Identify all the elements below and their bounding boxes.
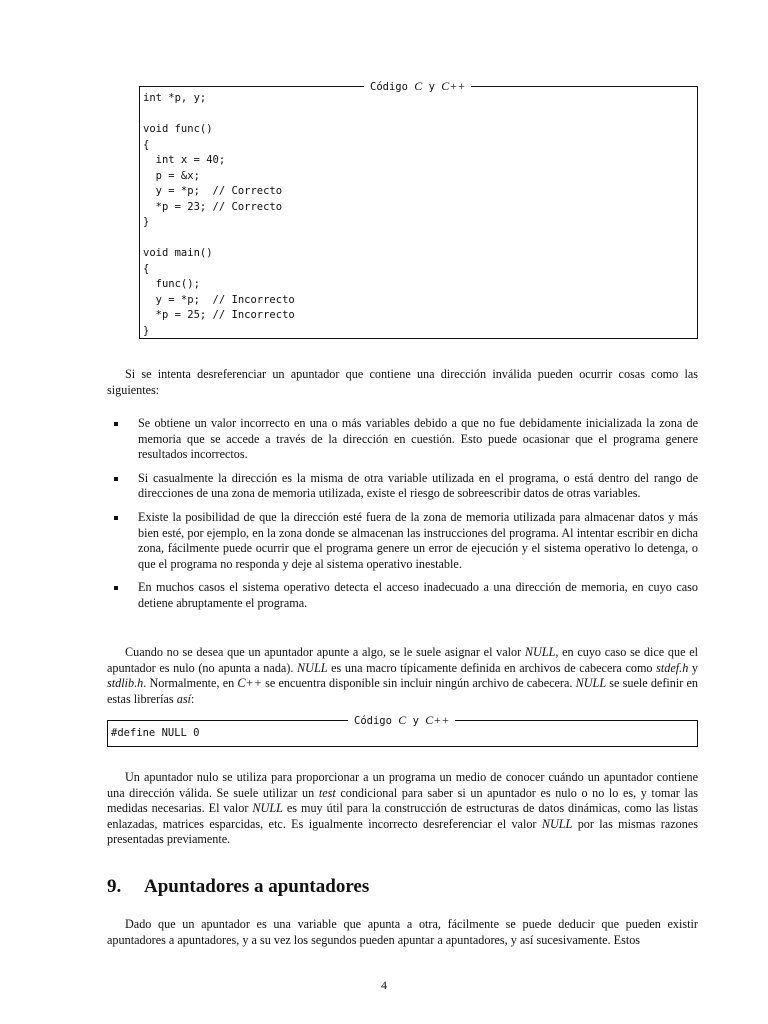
bullet-icon — [114, 477, 118, 481]
bullet-list — [112, 416, 698, 620]
code-block-1-content: int *p, y; void func() { int x = 40; p = &x; y = *p; // Correcto *p = 23; // Correcto } void main() { func(); y = *p; // Incorrecto *p = 25; // Incorrecto } — [143, 92, 295, 337]
bullet-icon — [114, 422, 118, 426]
code-title-c: C — [398, 713, 407, 727]
code-block-1 — [139, 79, 698, 339]
text-run: condicional para saber si un apuntador es nulo o no lo es, y tomar las medidas necesarias. El valor — [107, 785, 698, 816]
code-title-prefix: Código — [354, 715, 392, 727]
page-number: 4 — [381, 978, 387, 992]
section-paragraph: Dado que un apuntador es una variable que apunta a otra, fácilmente se puede deducir que pueden existir apuntadores a apuntadores, y a su vez los segundos pueden apuntar a apuntadores, y así sucesivamente. Estos — [107, 917, 698, 947]
code-block-2-title — [348, 712, 455, 729]
text-run: , en cuyo caso se dice que el apuntador es nulo (no apunta a nada). — [107, 645, 698, 675]
text-run: es una macro típicamente definida en archivos de cabecera como — [327, 660, 657, 675]
null-term: NULL — [575, 676, 607, 691]
null-term: NULL — [252, 801, 283, 816]
list-item — [112, 580, 698, 611]
list-item — [112, 510, 698, 572]
null-term: NULL — [524, 645, 556, 659]
code-block-2 — [107, 713, 698, 747]
text-run: es muy útil para la construcción de estructuras de datos dinámicas, como las listas enlazadas, matrices esparcidas, etc. Es igualmente incorrecto desreferenciar el valor — [107, 801, 698, 831]
bullet-icon — [114, 516, 118, 520]
bullet-text: Existe la posibilidad de que la dirección esté fuera de la zona de memoria utilizada para almacenar datos y más bien esté, por ejemplo, en la zona donde se almacenan las instrucciones del programa. Al intentar escribir en dicha zona, fácilmente puede ocurrir que el programa genere un error de ejecución y el sistema operativo lo detenga, o que el programa no responda y deje al sistema operativo inestable. — [138, 509, 698, 571]
intro-paragraph: Si se intenta desreferenciar un apuntador que contiene una dirección inválida pueden ocurrir cosas como las siguientes: — [107, 367, 698, 397]
emphasis-word: así — [176, 691, 191, 706]
bullet-text: En muchos casos el sistema operativo detecta el acceso inadecuado a una dirección de memoria, en cuyo caso detiene abruptamente el programa. — [138, 580, 698, 610]
null-paragraph — [107, 645, 698, 707]
code-block-2-content: #define NULL 0 — [111, 727, 200, 739]
section-heading — [107, 876, 369, 898]
null-term: NULL — [541, 816, 573, 831]
null-usage-paragraph — [107, 770, 698, 848]
code-block-1-title — [364, 78, 471, 95]
null-term: NULL — [297, 660, 328, 675]
bullet-text: Se obtiene un valor incorrecto en una o más variables debido a que no fue debidamente inicializada la zona de memoria que se accede a través de la dirección en cuestión. Esto puede ocasionar que el programa genere resultados incorrectos. — [138, 416, 698, 462]
text-run: Cuando no se desea que un apuntador apunte a algo, se le suele asignar el valor — [125, 645, 525, 659]
code-title-prefix: Código — [370, 81, 408, 93]
emphasis-word: test — [318, 785, 336, 800]
code-title-cpp: C++ — [441, 79, 466, 93]
text-run: se suele definir en estas librerías — [107, 676, 698, 706]
language-name: C++ — [237, 676, 262, 691]
text-run: por las mismas razones presentadas previamente. — [107, 816, 698, 847]
section-title: Apuntadores a apuntadores — [144, 876, 370, 897]
code-title-c: C — [414, 79, 423, 93]
header-file-name: stdlib.h — [107, 676, 144, 691]
bullet-icon — [114, 586, 118, 590]
text-run: Un apuntador nulo se utiliza para proporcionar a un programa un medio de conocer cuándo un apuntador contiene una dirección válida. Se suele utilizar un — [107, 770, 698, 800]
list-item — [112, 471, 698, 502]
text-run: se encuentra disponible sin incluir ningún archivo de cabecera. — [261, 676, 576, 691]
text-run: y — [688, 660, 698, 675]
list-item — [112, 416, 698, 463]
bullet-text: Si casualmente la dirección es la misma de otra variable utilizada en el programa, o está dentro del rango de direcciones de una zona de memoria utilizada, existe el riesgo de sobreescribir datos de otras variables. — [138, 470, 698, 501]
code-title-y: y — [412, 715, 419, 727]
header-file-name: stdef.h — [656, 660, 689, 675]
section-number: 9. — [107, 876, 122, 897]
text-run: . Normalmente, en — [143, 676, 238, 691]
code-title-y: y — [428, 81, 435, 93]
code-title-cpp: C++ — [425, 713, 450, 727]
text-run: : — [190, 691, 195, 706]
